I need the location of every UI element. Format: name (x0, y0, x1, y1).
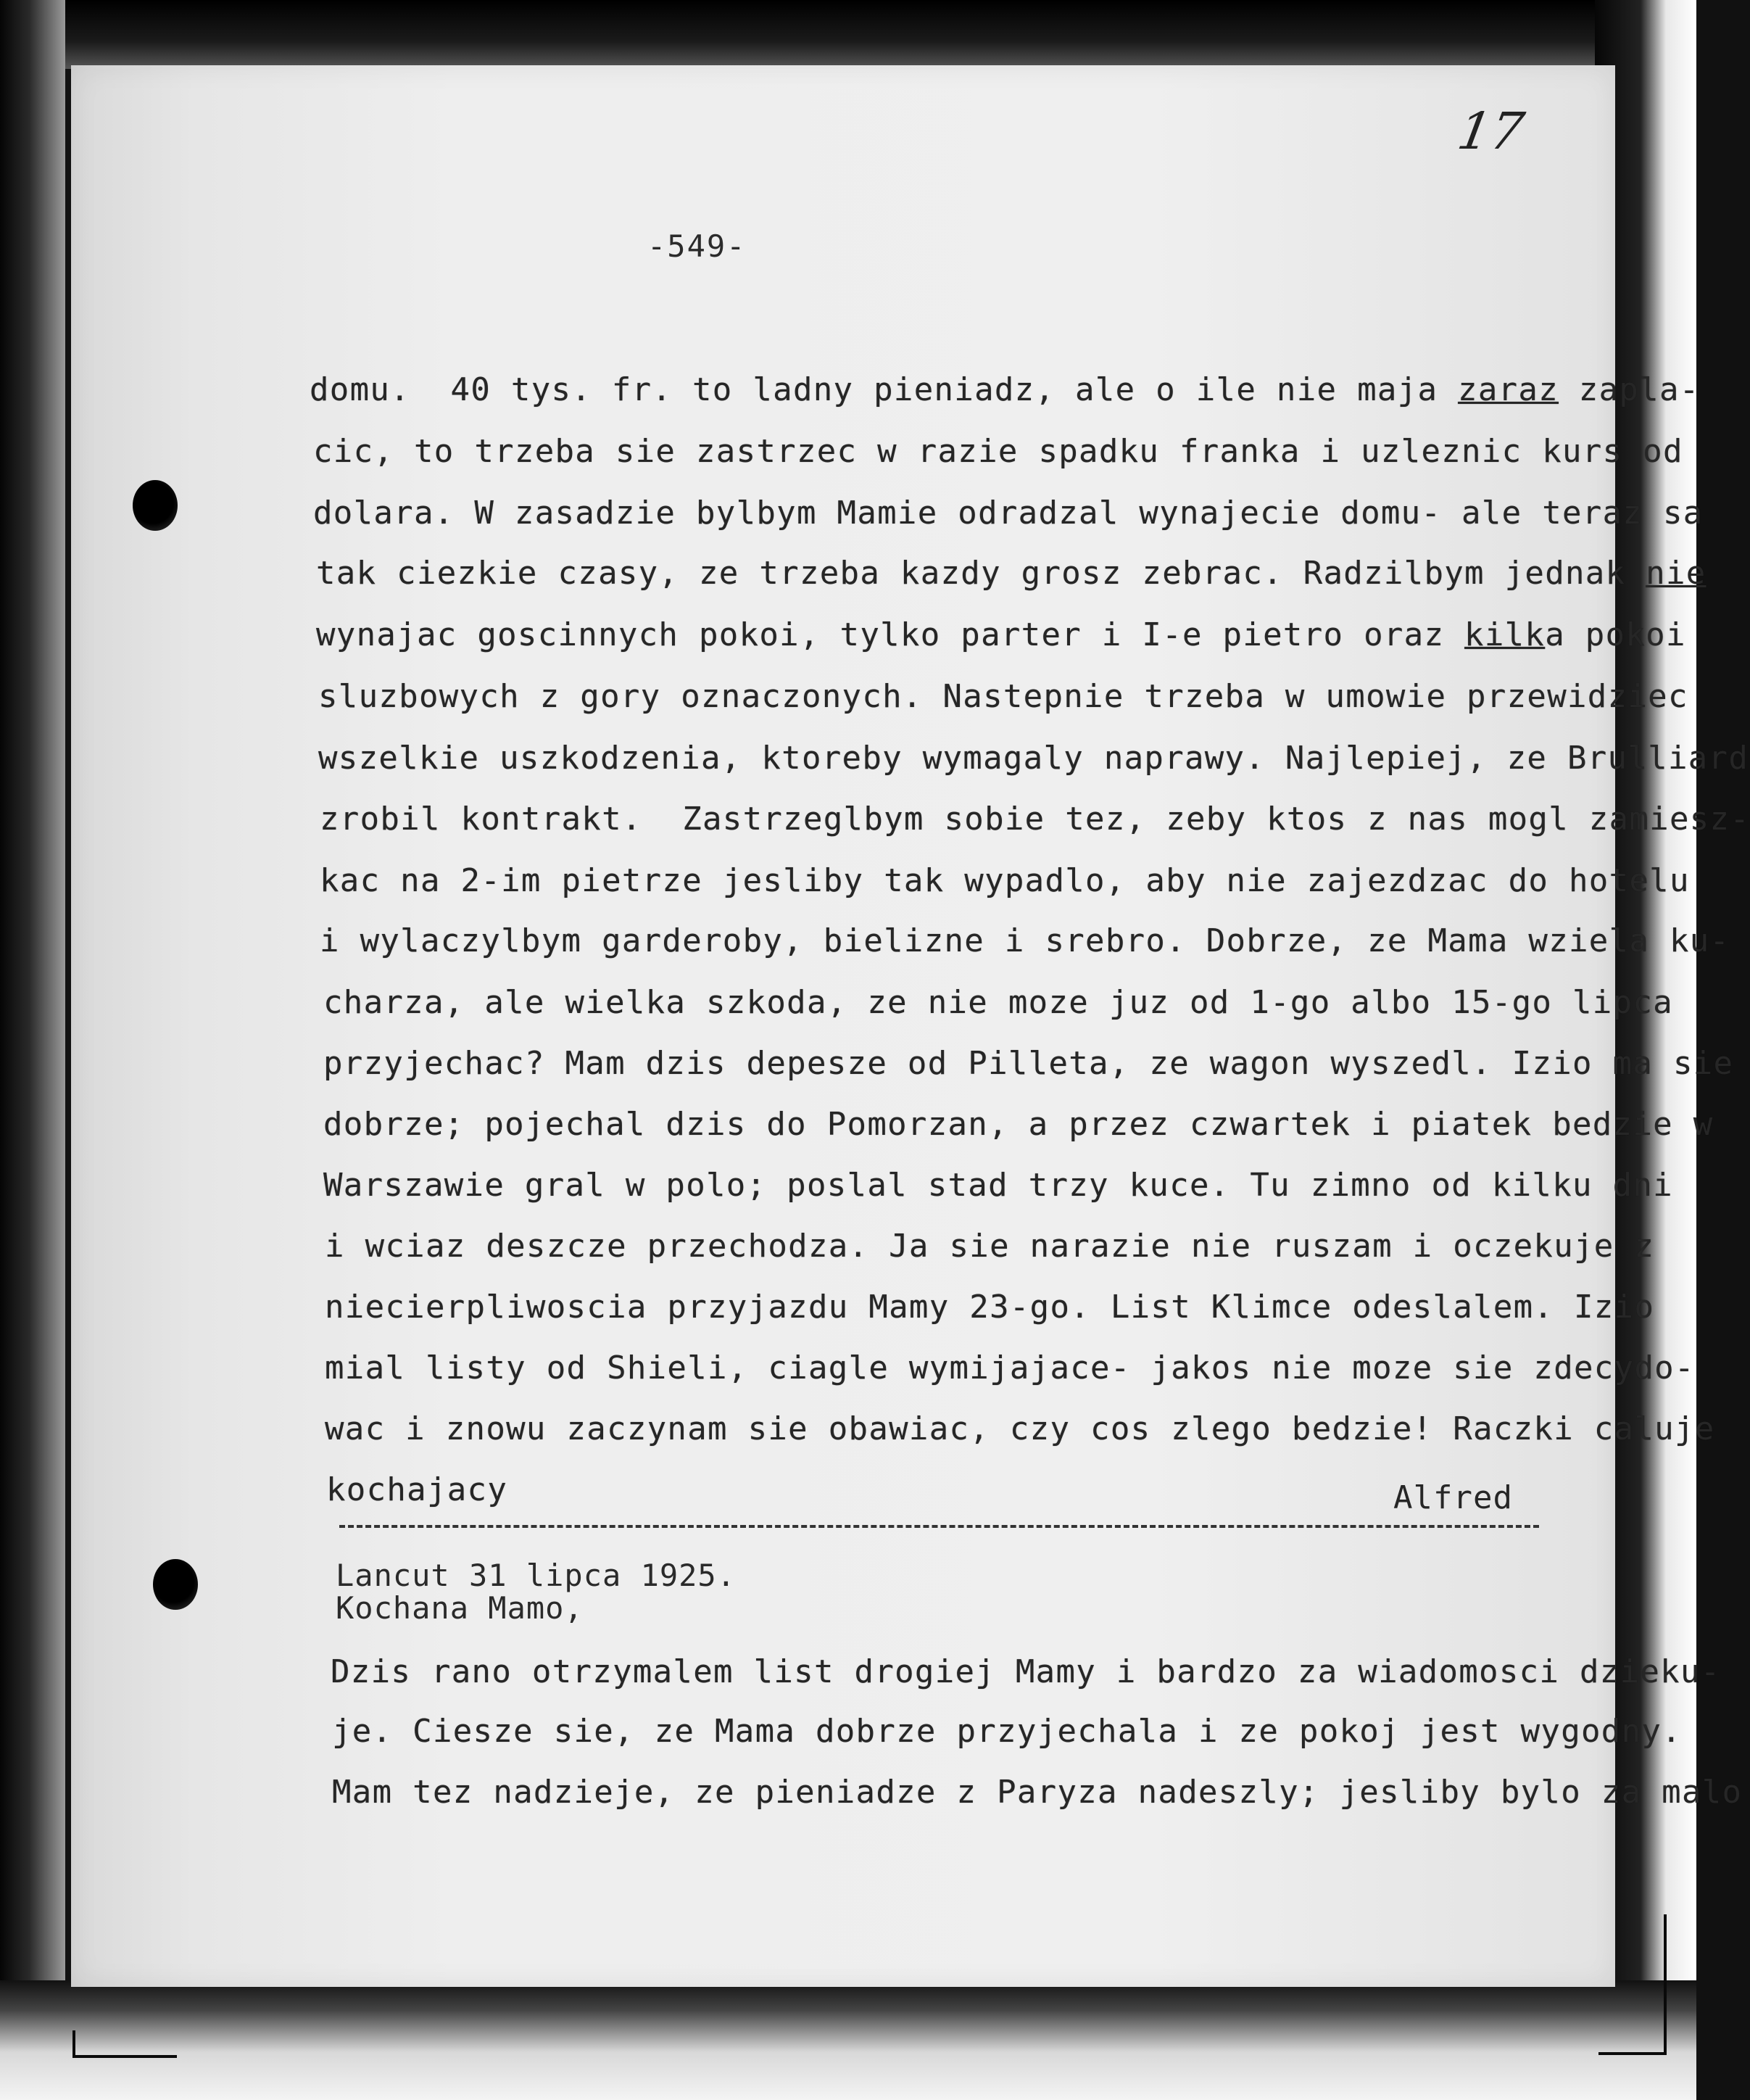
letter1-closing: kochajacy (326, 1471, 508, 1508)
letter1-line-1: domu. 40 tys. fr. to ladny pieniadz, ale o ile nie maja zaraz zapla- (310, 371, 1700, 408)
letter2-line-3: Mam tez nadzieje, ze pieniadze z Paryza nadeszly; jesliby bylo za malo (332, 1774, 1743, 1811)
punch-hole-upper (133, 480, 178, 531)
letter1-line-16: niecierpliwoscia przyjazdu Mamy 23-go. List Klimce odeslalem. Izio (325, 1289, 1655, 1326)
letter1-line-14: Warszawie gral w polo; poslal stad trzy kuce. Tu zimno od kilku dni (323, 1167, 1673, 1204)
scan-border-left (0, 0, 65, 2100)
letter1-line-7: wszelkie uszkodzenia, ktoreby wymagaly naprawy. Najlepiej, ze Brulliard (318, 740, 1749, 777)
underlined-word: kilk (1464, 616, 1546, 653)
letter1-line-3: dolara. W zasadzie bylbym Mamie odradzal wynajecie domu- ale teraz sa (313, 495, 1704, 532)
letter2-place-date: Lancut 31 lipca 1925. (336, 1558, 737, 1593)
letter1-line-4: tak ciezkie czasy, ze trzeba kazdy grosz zebrac. Radzilbym jednak nie (316, 555, 1707, 592)
underlined-word: zaraz (1458, 371, 1559, 408)
folio-number: 17 (1453, 102, 1529, 161)
scan-border-bottom (0, 1980, 1696, 2100)
letter1-line-15: i wciaz deszcze przechodza. Ja sie narazie nie ruszam i oczekuje z (325, 1228, 1655, 1265)
document-page (71, 65, 1615, 1987)
letter1-line-10: i wylaczylbym garderoby, bielizne i srebro. Dobrze, ze Mama wziela ku- (320, 922, 1730, 959)
signature: Alfred (1393, 1479, 1513, 1516)
corner-mark-bottom-right (1598, 1914, 1667, 2055)
letter1-line-5: wynajac goscinnych pokoi, tylko parter i I-e pietro oraz kilka pokoi (316, 616, 1686, 653)
letter1-line-9: kac na 2-im pietrze jesliby tak wypadlo, aby nie zajezdzac do hotelu (320, 862, 1690, 899)
letter1-line-8: zrobil kontrakt. Zastrzeglbym sobie tez, zeby ktos z nas mogl zamiesz- (320, 801, 1750, 838)
letter1-line-18: wac i znowu zaczynam sie obawiac, czy cos zlego bedzie! Raczki caluje (325, 1410, 1715, 1447)
letter1-line-12: przyjechac? Mam dzis depesze od Pilleta, ze wagon wyszedl. Izio ma sie (323, 1045, 1734, 1082)
underlined-word: nie (1646, 555, 1707, 592)
letter1-line-11: charza, ale wielka szkoda, ze nie moze juz od 1-go albo 15-go lipca (323, 984, 1673, 1021)
letter1-line-13: dobrze; pojechal dzis do Pomorzan, a przez czwartek i piatek bedzie w (323, 1106, 1714, 1143)
scan-border-top (0, 0, 1696, 69)
corner-mark-bottom-left (72, 2030, 177, 2058)
letter2-line-1: Dzis rano otrzymalem list drogiej Mamy i bardzo za wiadomosci dzieku- (331, 1653, 1721, 1690)
letter2-line-2: je. Ciesze sie, ze Mama dobrze przyjechala i ze pokoj jest wygodny. (332, 1713, 1682, 1750)
letter1-line-6: sluzbowych z gory oznaczonych. Nastepnie trzeba w umowie przewidziec (318, 678, 1688, 715)
letter1-line-17: mial listy od Shieli, ciagle wymijajace- jakos nie moze sie zdecydo- (325, 1349, 1695, 1386)
letter1-line-2: cic, to trzeba sie zastrzec w razie spadku franka i uzleznic kurs od (313, 433, 1683, 470)
page-number: -549- (647, 228, 747, 264)
section-divider (339, 1525, 1539, 1528)
letter2-salutation: Kochana Mamo, (336, 1590, 584, 1626)
punch-hole-lower (153, 1559, 198, 1610)
